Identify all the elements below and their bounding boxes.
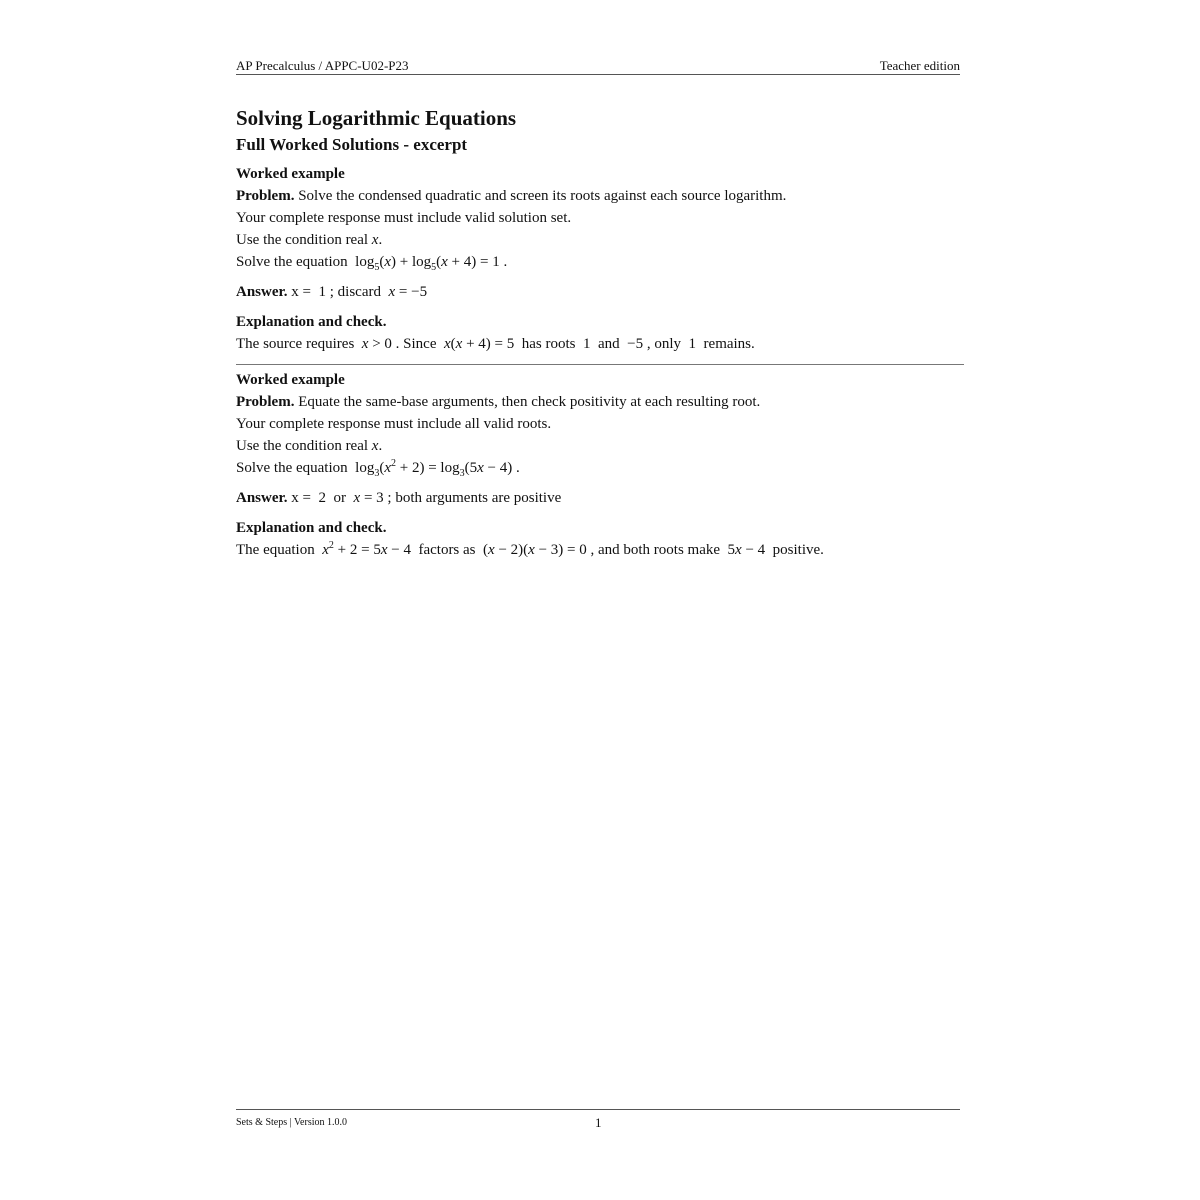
equation-prefix: Solve the equation [236,254,348,270]
problem-text: Solve the condensed quadratic and screen its roots against each source logarithm. [298,188,787,204]
page-footer [236,1109,960,1130]
explanation-text: The source requires x > 0 . Since x(x + 4) = 5 has roots 1 and −5 , only 1 remains. [236,336,755,352]
edition-label: Teacher edition [879,58,960,73]
problem-label: Problem. [236,394,295,410]
course-code: AP Precalculus / APPC-U02-P23 [236,58,409,73]
problem-label: Problem. [236,188,295,204]
condition-prefix: Use the condition real [236,232,369,248]
equation-math: $\log_3(x^2 + 2) = \log_3(5x - 4)$ . [351,458,520,479]
example-heading: Worked example [236,166,345,182]
equation-math: $\log_5(x) + \log_5(x + 4) = 1$ . [351,254,508,273]
answer-line [236,487,964,509]
requirement-line: Your complete response must include valid solution set. [236,210,572,226]
problem-text: Equate the same-base arguments, then check positivity at each resulting root. [298,394,761,410]
example-heading: Worked example [236,372,345,388]
page-subtitle: Full Worked Solutions - excerpt [236,135,468,154]
condition-line: Use the condition real x. [236,232,383,248]
equation-prefix: Solve the equation [236,460,348,476]
page-title: Solving Logarithmic Equations [236,106,517,130]
condition-prefix: Use the condition real [236,438,369,454]
worked-example-1 [236,163,964,355]
requirement-line: Your complete response must include all valid roots. [236,416,552,432]
condition-line: Use the condition real x. [236,438,383,454]
equation-line [236,457,964,479]
condition-variable: x [371,232,379,248]
page-number: 1 [595,1115,602,1130]
explanation-heading: Explanation and check. [236,314,387,330]
explanation-heading: Explanation and check. [236,520,387,536]
explanation-text: The equation $x^2 + 2 = 5x - 4$ factors as (x − 2)(x − 3) = 0 , and both roots make 5x − 4 positive. [236,540,824,558]
problem-line [236,391,964,413]
problem-line [236,185,964,207]
answer-label: Answer. [236,284,288,300]
answer-line [236,281,964,303]
condition-variable: x [371,438,379,454]
equation-line [236,251,964,273]
page-header [236,58,960,75]
answer-label: Answer. [236,490,288,506]
answer-math: x = 1 ; discard x = −5 [291,284,428,300]
main-content [236,104,964,561]
answer-math: x = 2 or x = 3 ; both arguments are positive [291,490,562,506]
footer-version: Sets & Steps | Version 1.0.0 [236,1117,347,1128]
section-divider [236,364,964,365]
worked-example-2 [236,369,964,561]
